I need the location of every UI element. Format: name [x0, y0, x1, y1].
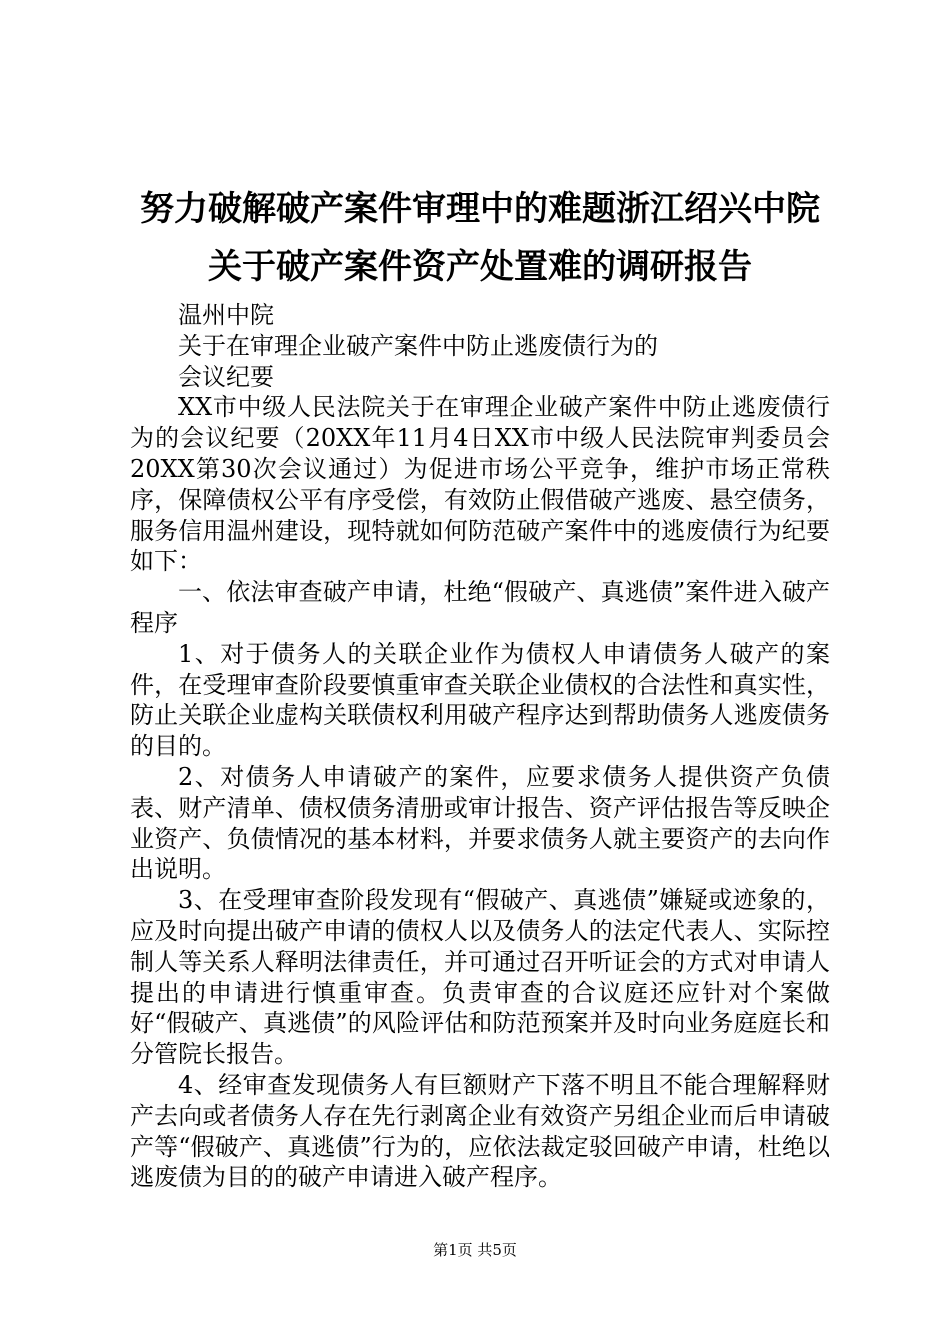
title-line-2: 关于破产案件资产处置难的调研报告 [208, 247, 752, 287]
document-body [130, 300, 830, 1193]
document-page [130, 180, 830, 1193]
paragraph-intro: XX市中级人民法院关于在审理企业破产案件中防止逃废债行为的会议纪要（20XX年11月4日XX市中级人民法院审判委员会20XX第30次会议通过）为促进市场公平竞争，维护市场正常秩序，保障债权公平有序受偿，有效防止假借破产逃废、悬空债务，服务信用温州建设，现特就如何防范破产案件中的逃废债行为纪要如下： [130, 393, 830, 576]
paragraph-section-one: 一、依法审查破产申请，杜绝“假破产、真逃债”案件进入破产程序 [130, 578, 830, 637]
paragraph-item-2: 2、对债务人申请破产的案件，应要求债务人提供资产负债表、财产清单、债权债务清册或审计报告、资产评估报告等反映企业资产、负债情况的基本材料，并要求债务人就主要资产的去向作出说明。 [130, 762, 830, 884]
paragraph-court-name: 温州中院 [178, 301, 274, 329]
paragraph-subtitle: 关于在审理企业破产案件中防止逃废债行为的 [178, 331, 658, 360]
page-footer: 第1页 共5页 [433, 1241, 517, 1259]
paragraph-item-1: 1、对于债务人的关联企业作为债权人申请债务人破产的案件，在受理审查阶段要慎重审查关联企业债权的合法性和真实性，防止关联企业虚构关联债权利用破产程序达到帮助债务人逃废债务的目的。 [130, 639, 830, 761]
paragraph-minutes-label: 会议纪要 [178, 362, 274, 391]
paragraph-item-3: 3、在受理审查阶段发现有“假破产、真逃债”嫌疑或迹象的，应及时向提出破产申请的债权人以及债务人的法定代表人、实际控制人等关系人释明法律责任，并可通过召开听证会的方式对申请人提出的申请进行慎重审查。负责审查的合议庭还应针对个案做好“假破产、真逃债”的风险评估和防范预案并及时向业务庭庭长和分管院长报告。 [130, 886, 830, 1069]
document-title [130, 180, 830, 296]
paragraph-item-4: 4、经审查发现债务人有巨额财产下落不明且不能合理解释财产去向或者债务人存在先行剥离企业有效资产另组企业而后申请破产等“假破产、真逃债”行为的，应依法裁定驳回破产申请，杜绝以逃废债为目的的破产申请进入破产程序。 [130, 1070, 830, 1192]
title-line-1: 努力破解破产案件审理中的难题浙江绍兴中院 [140, 189, 820, 229]
